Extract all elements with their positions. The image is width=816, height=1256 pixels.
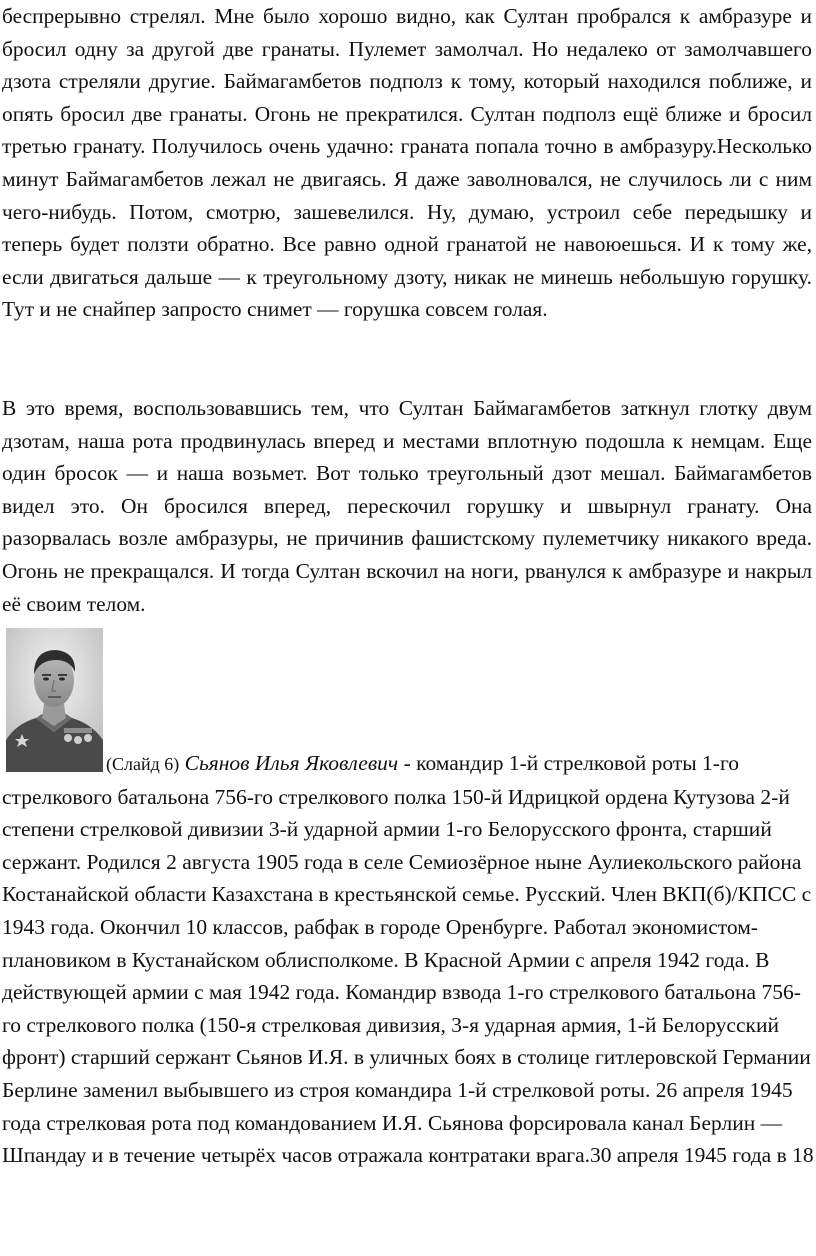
biography-text: - командир 1-й стрелковой роты 1-го стрелкового батальона 756-го стрелкового полка 150-й Идрицкой ордена Кутузова 2-й степени стрелковой дивизии 3-й ударной армии 1-го Белорусского фронта, старший сержант. Родился 2 августа 1905 года в селе Семиозёрное ныне Аулиекольского района Костанайской области Казахстана в крестьянской семье. Русский. Член ВКП(б)/КПСС с 1943 года. Окончил 10 классов, рабфак в городе Оренбурге. Работал экономистом-плановиком в Кустанайском облисполкоме. В Красной Армии с апреля 1942 года. В действующей армии с мая 1942 года. Командир взвода 1-го стрелкового батальона 756-го стрелкового полка (150-я стрелковая дивизия, 3-я ударная армия, 1-й Белорусский фронт) старший сержант Сьянов И.Я. в уличных боях в столице гитлеровской Германии Берлине заменил выбывшего из строя командира 1-й стрелковой роты. 26 апреля 1945 года стрелковая рота под командованием И.Я. Сьянова форсировала канал Берлин — Шпандау и в течение четырёх часов отражала контратаки врага.30 апреля 1945 года в 18 bbox=[2, 751, 814, 1168]
person-name: Сьянов Илья Яковлевич bbox=[184, 751, 399, 775]
photo-spacer bbox=[2, 769, 106, 770]
paragraph-battle-2: В это время, воспользовавшись тем, что Султан Баймагамбетов заткнул глотку двум дзотам, наша рота продвинулась вперед и местами вплотную подошла к немцам. Еще один бросок — и наша возьмет. Вот только треугольный дзот мешал. Баймагамбетов видел это. Он бросился вперед, перескочил горушку и швырнул гранату. Она разорвалась возле амбразуры, не причинив фашистскому пулеметчику никакого вреда. Огонь не прекращался. И тогда Султан вскочил на ноги, рванулся к амбразуре и накрыл её своим телом. bbox=[2, 396, 812, 616]
slide-label: (Слайд 6) bbox=[106, 754, 180, 774]
paragraph-battle-1: беспрерывно стрелял. Мне было хорошо видно, как Султан пробрался к амбразуре и бросил одну за другой две гранаты. Пулемет замолчал. Но недалеко от замолчавшего дзота стреляли другие. Баймагамбетов подполз к тому, который находился поближе, и опять бросил две гранаты. Огонь не прекратился. Султан подполз ещё ближе и бросил третью гранату. Получилось очень удачно: граната попала точно в амбразуру.Несколько минут Баймагамбетов лежал не двигаясь. Я даже заволновался, не случилось ли с ним чего-нибудь. Потом, смотрю, зашевелился. Ну, думаю, устроил себе передышку и теперь будет ползти обратно. Все равно одной гранатой не навоюешься. И к тому же, если двигаться дальше — к треугольному дзоту, никак не минешь небольшую горушку. Тут и не снайпер запросто снимет — горушка совсем голая. bbox=[2, 4, 812, 322]
biography-paragraph bbox=[2, 747, 816, 1172]
